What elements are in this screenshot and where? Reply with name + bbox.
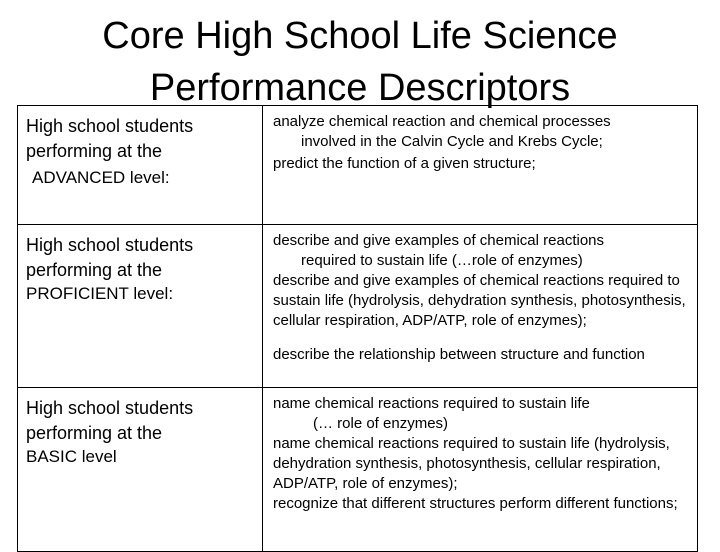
level-text: performing at the bbox=[26, 259, 163, 280]
level-cell-proficient bbox=[18, 225, 263, 388]
level-text: performing at the bbox=[26, 422, 163, 443]
level-name: BASIC level bbox=[26, 447, 117, 466]
descriptor-text: name chemical reactions required to sustain life bbox=[273, 395, 590, 412]
level-text: High school students bbox=[26, 235, 194, 255]
descriptor-text: recognize that different structures perform different functions; bbox=[273, 495, 678, 512]
level-text: High school students bbox=[26, 116, 194, 136]
table-row-proficient bbox=[18, 225, 698, 388]
descriptor-text: describe the relationship between structure and function bbox=[273, 346, 645, 363]
descriptor-text: name chemical reactions required to sustain life (hydrolysis, dehydration synthesis, photosynthesis, cellular respiration, ADP/ATP, role of enzymes); bbox=[273, 435, 670, 492]
descriptor-cell-basic bbox=[263, 388, 698, 552]
descriptor-text: involved in the Calvin Cycle and Krebs Cycle; bbox=[301, 133, 603, 150]
level-text: performing at the bbox=[26, 140, 163, 161]
descriptor-cell-advanced bbox=[263, 106, 698, 225]
descriptor-text: required to sustain life (…role of enzymes) bbox=[301, 252, 583, 269]
descriptor-text: describe and give examples of chemical reactions bbox=[273, 232, 605, 249]
level-cell-advanced bbox=[18, 106, 263, 225]
level-text: High school students bbox=[26, 398, 194, 418]
title-line-2: Performance Descriptors bbox=[149, 67, 571, 109]
level-name: ADVANCED level: bbox=[32, 168, 170, 187]
page-title bbox=[0, 10, 720, 114]
descriptor-text: analyze chemical reaction and chemical processes bbox=[273, 113, 611, 130]
descriptor-text: predict the function of a given structure; bbox=[273, 155, 536, 172]
level-cell-basic bbox=[18, 388, 263, 552]
table-row-basic bbox=[18, 388, 698, 552]
descriptors-table bbox=[17, 105, 698, 552]
table-row-advanced bbox=[18, 106, 698, 225]
title-line-1: Core High School Life Science bbox=[102, 15, 618, 57]
descriptor-cell-proficient bbox=[263, 225, 698, 388]
level-name: PROFICIENT level: bbox=[26, 284, 174, 303]
descriptor-text: (… role of enzymes) bbox=[313, 415, 449, 432]
descriptor-text: describe and give examples of chemical reactions required to sustain life (hydrolysis, dehydration synthesis, photosynthesis, cellular respiration, ADP/ATP, role of enzymes); bbox=[273, 272, 686, 329]
